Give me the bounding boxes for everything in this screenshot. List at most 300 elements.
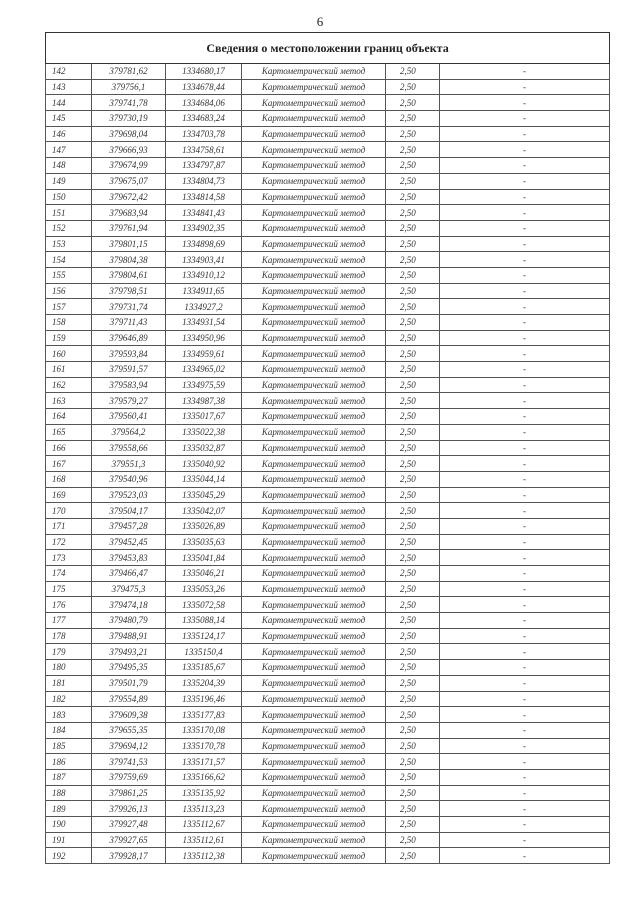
method-cell: Картометрический метод (242, 518, 386, 534)
accuracy-cell: 2,50 (386, 707, 440, 723)
coordinate-x-cell: 379781,62 (92, 64, 166, 80)
table-row (46, 691, 610, 707)
method-cell: Картометрический метод (242, 471, 386, 487)
table-row (46, 393, 610, 409)
point-number-cell: 185 (46, 738, 92, 754)
point-number-cell: 151 (46, 205, 92, 221)
coordinate-x-cell: 379711,43 (92, 315, 166, 331)
note-cell: - (440, 346, 610, 362)
point-number-cell: 168 (46, 471, 92, 487)
coordinate-x-cell: 379801,15 (92, 236, 166, 252)
accuracy-cell: 2,50 (386, 330, 440, 346)
coordinate-x-cell: 379523,03 (92, 487, 166, 503)
note-cell: - (440, 581, 610, 597)
coordinate-y-cell: 1334804,73 (166, 173, 242, 189)
point-number-cell: 152 (46, 220, 92, 236)
coordinate-x-cell: 379675,07 (92, 173, 166, 189)
note-cell: - (440, 440, 610, 456)
coordinate-x-cell: 379540,96 (92, 471, 166, 487)
coordinate-x-cell: 379564,2 (92, 424, 166, 440)
point-number-cell: 173 (46, 550, 92, 566)
coordinate-y-cell: 1335112,61 (166, 832, 242, 848)
coordinate-x-cell: 379861,25 (92, 785, 166, 801)
coordinate-x-cell: 379926,13 (92, 801, 166, 817)
coordinate-y-cell: 1335204,39 (166, 675, 242, 691)
coordinate-x-cell: 379593,84 (92, 346, 166, 362)
method-cell: Картометрический метод (242, 487, 386, 503)
note-cell: - (440, 785, 610, 801)
point-number-cell: 190 (46, 817, 92, 833)
method-cell: Картометрический метод (242, 534, 386, 550)
coordinate-x-cell: 379501,79 (92, 675, 166, 691)
method-cell: Картометрический метод (242, 283, 386, 299)
method-cell: Картометрический метод (242, 189, 386, 205)
accuracy-cell: 2,50 (386, 566, 440, 582)
coordinate-x-cell: 379551,3 (92, 456, 166, 472)
accuracy-cell: 2,50 (386, 550, 440, 566)
coordinate-y-cell: 1334898,69 (166, 236, 242, 252)
coordinate-y-cell: 1335044,14 (166, 471, 242, 487)
coordinate-y-cell: 1334703,78 (166, 126, 242, 142)
coordinate-x-cell: 379672,42 (92, 189, 166, 205)
note-cell: - (440, 769, 610, 785)
accuracy-cell: 2,50 (386, 628, 440, 644)
coordinate-x-cell: 379698,04 (92, 126, 166, 142)
table-row (46, 189, 610, 205)
coordinate-y-cell: 1335053,26 (166, 581, 242, 597)
coordinate-x-cell: 379741,53 (92, 754, 166, 770)
method-cell: Картометрический метод (242, 581, 386, 597)
accuracy-cell: 2,50 (386, 158, 440, 174)
coordinate-x-cell: 379554,89 (92, 691, 166, 707)
accuracy-cell: 2,50 (386, 299, 440, 315)
coordinate-x-cell: 379646,89 (92, 330, 166, 346)
note-cell: - (440, 267, 610, 283)
accuracy-cell: 2,50 (386, 377, 440, 393)
method-cell: Картометрический метод (242, 503, 386, 519)
point-number-cell: 164 (46, 409, 92, 425)
coordinate-y-cell: 1335072,58 (166, 597, 242, 613)
point-number-cell: 170 (46, 503, 92, 519)
coordinate-x-cell: 379683,94 (92, 205, 166, 221)
coordinate-y-cell: 1334927,2 (166, 299, 242, 315)
table-row (46, 283, 610, 299)
coordinate-y-cell: 1334975,59 (166, 377, 242, 393)
coordinate-x-cell: 379609,38 (92, 707, 166, 723)
coordinate-y-cell: 1335170,08 (166, 722, 242, 738)
boundary-coordinates-table (45, 32, 610, 864)
table-row (46, 236, 610, 252)
accuracy-cell: 2,50 (386, 722, 440, 738)
table-row (46, 377, 610, 393)
method-cell: Картометрический метод (242, 613, 386, 629)
note-cell: - (440, 487, 610, 503)
accuracy-cell: 2,50 (386, 409, 440, 425)
point-number-cell: 144 (46, 95, 92, 111)
method-cell: Картометрический метод (242, 158, 386, 174)
coordinate-y-cell: 1335135,92 (166, 785, 242, 801)
coordinate-y-cell: 1335112,67 (166, 817, 242, 833)
accuracy-cell: 2,50 (386, 252, 440, 268)
note-cell: - (440, 518, 610, 534)
point-number-cell: 186 (46, 754, 92, 770)
coordinate-x-cell: 379583,94 (92, 377, 166, 393)
coordinate-y-cell: 1335112,38 (166, 848, 242, 864)
method-cell: Картометрический метод (242, 675, 386, 691)
note-cell: - (440, 252, 610, 268)
note-cell: - (440, 691, 610, 707)
point-number-cell: 167 (46, 456, 92, 472)
note-cell: - (440, 377, 610, 393)
table-row (46, 817, 610, 833)
note-cell: - (440, 534, 610, 550)
note-cell: - (440, 142, 610, 158)
note-cell: - (440, 424, 610, 440)
method-cell: Картометрический метод (242, 660, 386, 676)
coordinate-x-cell: 379927,48 (92, 817, 166, 833)
point-number-cell: 154 (46, 252, 92, 268)
table-row (46, 142, 610, 158)
method-cell: Картометрический метод (242, 173, 386, 189)
note-cell: - (440, 173, 610, 189)
note-cell: - (440, 79, 610, 95)
note-cell: - (440, 566, 610, 582)
table-row (46, 628, 610, 644)
coordinate-y-cell: 1335042,07 (166, 503, 242, 519)
table-row (46, 832, 610, 848)
table-row (46, 566, 610, 582)
accuracy-cell: 2,50 (386, 785, 440, 801)
note-cell: - (440, 220, 610, 236)
method-cell: Картометрический метод (242, 566, 386, 582)
point-number-cell: 155 (46, 267, 92, 283)
accuracy-cell: 2,50 (386, 518, 440, 534)
coordinate-x-cell: 379579,27 (92, 393, 166, 409)
table-row (46, 707, 610, 723)
table-row (46, 534, 610, 550)
coordinate-y-cell: 1335022,38 (166, 424, 242, 440)
note-cell: - (440, 362, 610, 378)
note-cell: - (440, 471, 610, 487)
coordinate-y-cell: 1335196,46 (166, 691, 242, 707)
method-cell: Картометрический метод (242, 832, 386, 848)
table-title: Сведения о местоположении границ объекта (46, 33, 610, 64)
point-number-cell: 158 (46, 315, 92, 331)
coordinate-x-cell: 379480,79 (92, 613, 166, 629)
table-row (46, 722, 610, 738)
point-number-cell: 166 (46, 440, 92, 456)
coordinate-x-cell: 379730,19 (92, 111, 166, 127)
accuracy-cell: 2,50 (386, 769, 440, 785)
accuracy-cell: 2,50 (386, 189, 440, 205)
note-cell: - (440, 613, 610, 629)
table-row (46, 440, 610, 456)
method-cell: Картометрический метод (242, 409, 386, 425)
table-row (46, 581, 610, 597)
coordinate-y-cell: 1335124,17 (166, 628, 242, 644)
note-cell: - (440, 722, 610, 738)
note-cell: - (440, 205, 610, 221)
method-cell: Картометрический метод (242, 424, 386, 440)
accuracy-cell: 2,50 (386, 346, 440, 362)
coordinate-y-cell: 1334965,02 (166, 362, 242, 378)
accuracy-cell: 2,50 (386, 503, 440, 519)
note-cell: - (440, 158, 610, 174)
coordinate-y-cell: 1335113,23 (166, 801, 242, 817)
coordinate-y-cell: 1334814,58 (166, 189, 242, 205)
coordinate-y-cell: 1335177,83 (166, 707, 242, 723)
table-row (46, 769, 610, 785)
coordinate-y-cell: 1335150,4 (166, 644, 242, 660)
coordinate-y-cell: 1335026,89 (166, 518, 242, 534)
method-cell: Картометрический метод (242, 785, 386, 801)
note-cell: - (440, 330, 610, 346)
table-row (46, 299, 610, 315)
coordinate-x-cell: 379804,61 (92, 267, 166, 283)
accuracy-cell: 2,50 (386, 267, 440, 283)
method-cell: Картометрический метод (242, 738, 386, 754)
accuracy-cell: 2,50 (386, 79, 440, 95)
point-number-cell: 177 (46, 613, 92, 629)
method-cell: Картометрический метод (242, 330, 386, 346)
coordinate-x-cell: 379694,12 (92, 738, 166, 754)
method-cell: Картометрический метод (242, 440, 386, 456)
coordinate-y-cell: 1335046,21 (166, 566, 242, 582)
table-row (46, 111, 610, 127)
note-cell: - (440, 817, 610, 833)
note-cell: - (440, 754, 610, 770)
table-row (46, 675, 610, 691)
point-number-cell: 161 (46, 362, 92, 378)
coordinate-y-cell: 1334758,61 (166, 142, 242, 158)
method-cell: Картометрический метод (242, 393, 386, 409)
accuracy-cell: 2,50 (386, 832, 440, 848)
accuracy-cell: 2,50 (386, 471, 440, 487)
coordinate-x-cell: 379591,57 (92, 362, 166, 378)
method-cell: Картометрический метод (242, 377, 386, 393)
coordinate-x-cell: 379452,45 (92, 534, 166, 550)
coordinate-x-cell: 379560,41 (92, 409, 166, 425)
accuracy-cell: 2,50 (386, 456, 440, 472)
point-number-cell: 191 (46, 832, 92, 848)
accuracy-cell: 2,50 (386, 644, 440, 660)
accuracy-cell: 2,50 (386, 801, 440, 817)
point-number-cell: 147 (46, 142, 92, 158)
point-number-cell: 188 (46, 785, 92, 801)
accuracy-cell: 2,50 (386, 283, 440, 299)
note-cell: - (440, 503, 610, 519)
coordinate-x-cell: 379927,65 (92, 832, 166, 848)
point-number-cell: 159 (46, 330, 92, 346)
coordinate-x-cell: 379674,99 (92, 158, 166, 174)
method-cell: Картометрический метод (242, 64, 386, 80)
point-number-cell: 162 (46, 377, 92, 393)
table-row (46, 471, 610, 487)
coordinate-y-cell: 1334987,38 (166, 393, 242, 409)
note-cell: - (440, 315, 610, 331)
table-row (46, 267, 610, 283)
point-number-cell: 184 (46, 722, 92, 738)
coordinate-y-cell: 1334959,61 (166, 346, 242, 362)
note-cell: - (440, 189, 610, 205)
coordinate-x-cell: 379466,47 (92, 566, 166, 582)
point-number-cell: 171 (46, 518, 92, 534)
note-cell: - (440, 456, 610, 472)
coordinate-y-cell: 1335088,14 (166, 613, 242, 629)
table-row (46, 613, 610, 629)
point-number-cell: 150 (46, 189, 92, 205)
note-cell: - (440, 707, 610, 723)
point-number-cell: 157 (46, 299, 92, 315)
point-number-cell: 165 (46, 424, 92, 440)
table-body (46, 64, 610, 864)
table-row (46, 252, 610, 268)
accuracy-cell: 2,50 (386, 581, 440, 597)
coordinate-x-cell: 379493,21 (92, 644, 166, 660)
note-cell: - (440, 126, 610, 142)
coordinate-y-cell: 1334797,87 (166, 158, 242, 174)
accuracy-cell: 2,50 (386, 393, 440, 409)
accuracy-cell: 2,50 (386, 315, 440, 331)
method-cell: Картометрический метод (242, 817, 386, 833)
accuracy-cell: 2,50 (386, 534, 440, 550)
point-number-cell: 146 (46, 126, 92, 142)
note-cell: - (440, 283, 610, 299)
coordinate-x-cell: 379475,3 (92, 581, 166, 597)
accuracy-cell: 2,50 (386, 738, 440, 754)
coordinate-x-cell: 379761,94 (92, 220, 166, 236)
coordinate-y-cell: 1334680,17 (166, 64, 242, 80)
table-row (46, 79, 610, 95)
point-number-cell: 149 (46, 173, 92, 189)
table-row (46, 660, 610, 676)
point-number-cell: 192 (46, 848, 92, 864)
table-row (46, 409, 610, 425)
coordinate-x-cell: 379495,35 (92, 660, 166, 676)
point-number-cell: 145 (46, 111, 92, 127)
coordinate-x-cell: 379655,35 (92, 722, 166, 738)
coordinate-x-cell: 379804,38 (92, 252, 166, 268)
table-row (46, 550, 610, 566)
coordinate-y-cell: 1335040,92 (166, 456, 242, 472)
method-cell: Картометрический метод (242, 220, 386, 236)
table-row (46, 126, 610, 142)
coordinate-x-cell: 379756,1 (92, 79, 166, 95)
coordinate-x-cell: 379457,28 (92, 518, 166, 534)
method-cell: Картометрический метод (242, 769, 386, 785)
coordinate-y-cell: 1334903,41 (166, 252, 242, 268)
coordinate-y-cell: 1335041,84 (166, 550, 242, 566)
accuracy-cell: 2,50 (386, 487, 440, 503)
table-row (46, 754, 610, 770)
point-number-cell: 183 (46, 707, 92, 723)
method-cell: Картометрический метод (242, 707, 386, 723)
coordinate-x-cell: 379731,74 (92, 299, 166, 315)
method-cell: Картометрический метод (242, 550, 386, 566)
note-cell: - (440, 299, 610, 315)
accuracy-cell: 2,50 (386, 817, 440, 833)
table-row (46, 738, 610, 754)
coordinate-x-cell: 379488,91 (92, 628, 166, 644)
note-cell: - (440, 628, 610, 644)
point-number-cell: 153 (46, 236, 92, 252)
coordinate-x-cell: 379558,66 (92, 440, 166, 456)
point-number-cell: 172 (46, 534, 92, 550)
method-cell: Картометрический метод (242, 236, 386, 252)
method-cell: Картометрический метод (242, 628, 386, 644)
table-row (46, 173, 610, 189)
point-number-cell: 160 (46, 346, 92, 362)
coordinate-x-cell: 379474,18 (92, 597, 166, 613)
coordinate-y-cell: 1335185,67 (166, 660, 242, 676)
method-cell: Картометрический метод (242, 456, 386, 472)
coordinate-y-cell: 1335045,29 (166, 487, 242, 503)
coordinate-y-cell: 1334684,06 (166, 95, 242, 111)
coordinate-y-cell: 1334678,44 (166, 79, 242, 95)
point-number-cell: 148 (46, 158, 92, 174)
coordinate-x-cell: 379741,78 (92, 95, 166, 111)
method-cell: Картометрический метод (242, 597, 386, 613)
note-cell: - (440, 95, 610, 111)
note-cell: - (440, 848, 610, 864)
method-cell: Картометрический метод (242, 111, 386, 127)
page-number: 6 (316, 14, 324, 29)
table-row (46, 346, 610, 362)
point-number-cell: 179 (46, 644, 92, 660)
note-cell: - (440, 64, 610, 80)
coordinate-y-cell: 1334911,65 (166, 283, 242, 299)
table-row (46, 644, 610, 660)
point-number-cell: 174 (46, 566, 92, 582)
coordinate-y-cell: 1334841,43 (166, 205, 242, 221)
table-row (46, 205, 610, 221)
accuracy-cell: 2,50 (386, 362, 440, 378)
coordinate-y-cell: 1335170,78 (166, 738, 242, 754)
accuracy-cell: 2,50 (386, 142, 440, 158)
accuracy-cell: 2,50 (386, 675, 440, 691)
accuracy-cell: 2,50 (386, 220, 440, 236)
accuracy-cell: 2,50 (386, 126, 440, 142)
note-cell: - (440, 675, 610, 691)
point-number-cell: 182 (46, 691, 92, 707)
point-number-cell: 169 (46, 487, 92, 503)
method-cell: Картометрический метод (242, 754, 386, 770)
coordinate-x-cell: 379798,51 (92, 283, 166, 299)
method-cell: Картометрический метод (242, 126, 386, 142)
accuracy-cell: 2,50 (386, 64, 440, 80)
accuracy-cell: 2,50 (386, 236, 440, 252)
method-cell: Картометрический метод (242, 346, 386, 362)
coordinate-y-cell: 1335166,62 (166, 769, 242, 785)
coordinate-x-cell: 379666,93 (92, 142, 166, 158)
method-cell: Картометрический метод (242, 267, 386, 283)
note-cell: - (440, 550, 610, 566)
table-row (46, 315, 610, 331)
accuracy-cell: 2,50 (386, 613, 440, 629)
accuracy-cell: 2,50 (386, 691, 440, 707)
method-cell: Картометрический метод (242, 362, 386, 378)
table-row (46, 848, 610, 864)
coordinate-x-cell: 379759,69 (92, 769, 166, 785)
method-cell: Картометрический метод (242, 205, 386, 221)
table-row (46, 95, 610, 111)
method-cell: Картометрический метод (242, 691, 386, 707)
table-row (46, 503, 610, 519)
point-number-cell: 181 (46, 675, 92, 691)
note-cell: - (440, 393, 610, 409)
note-cell: - (440, 660, 610, 676)
table-row (46, 456, 610, 472)
